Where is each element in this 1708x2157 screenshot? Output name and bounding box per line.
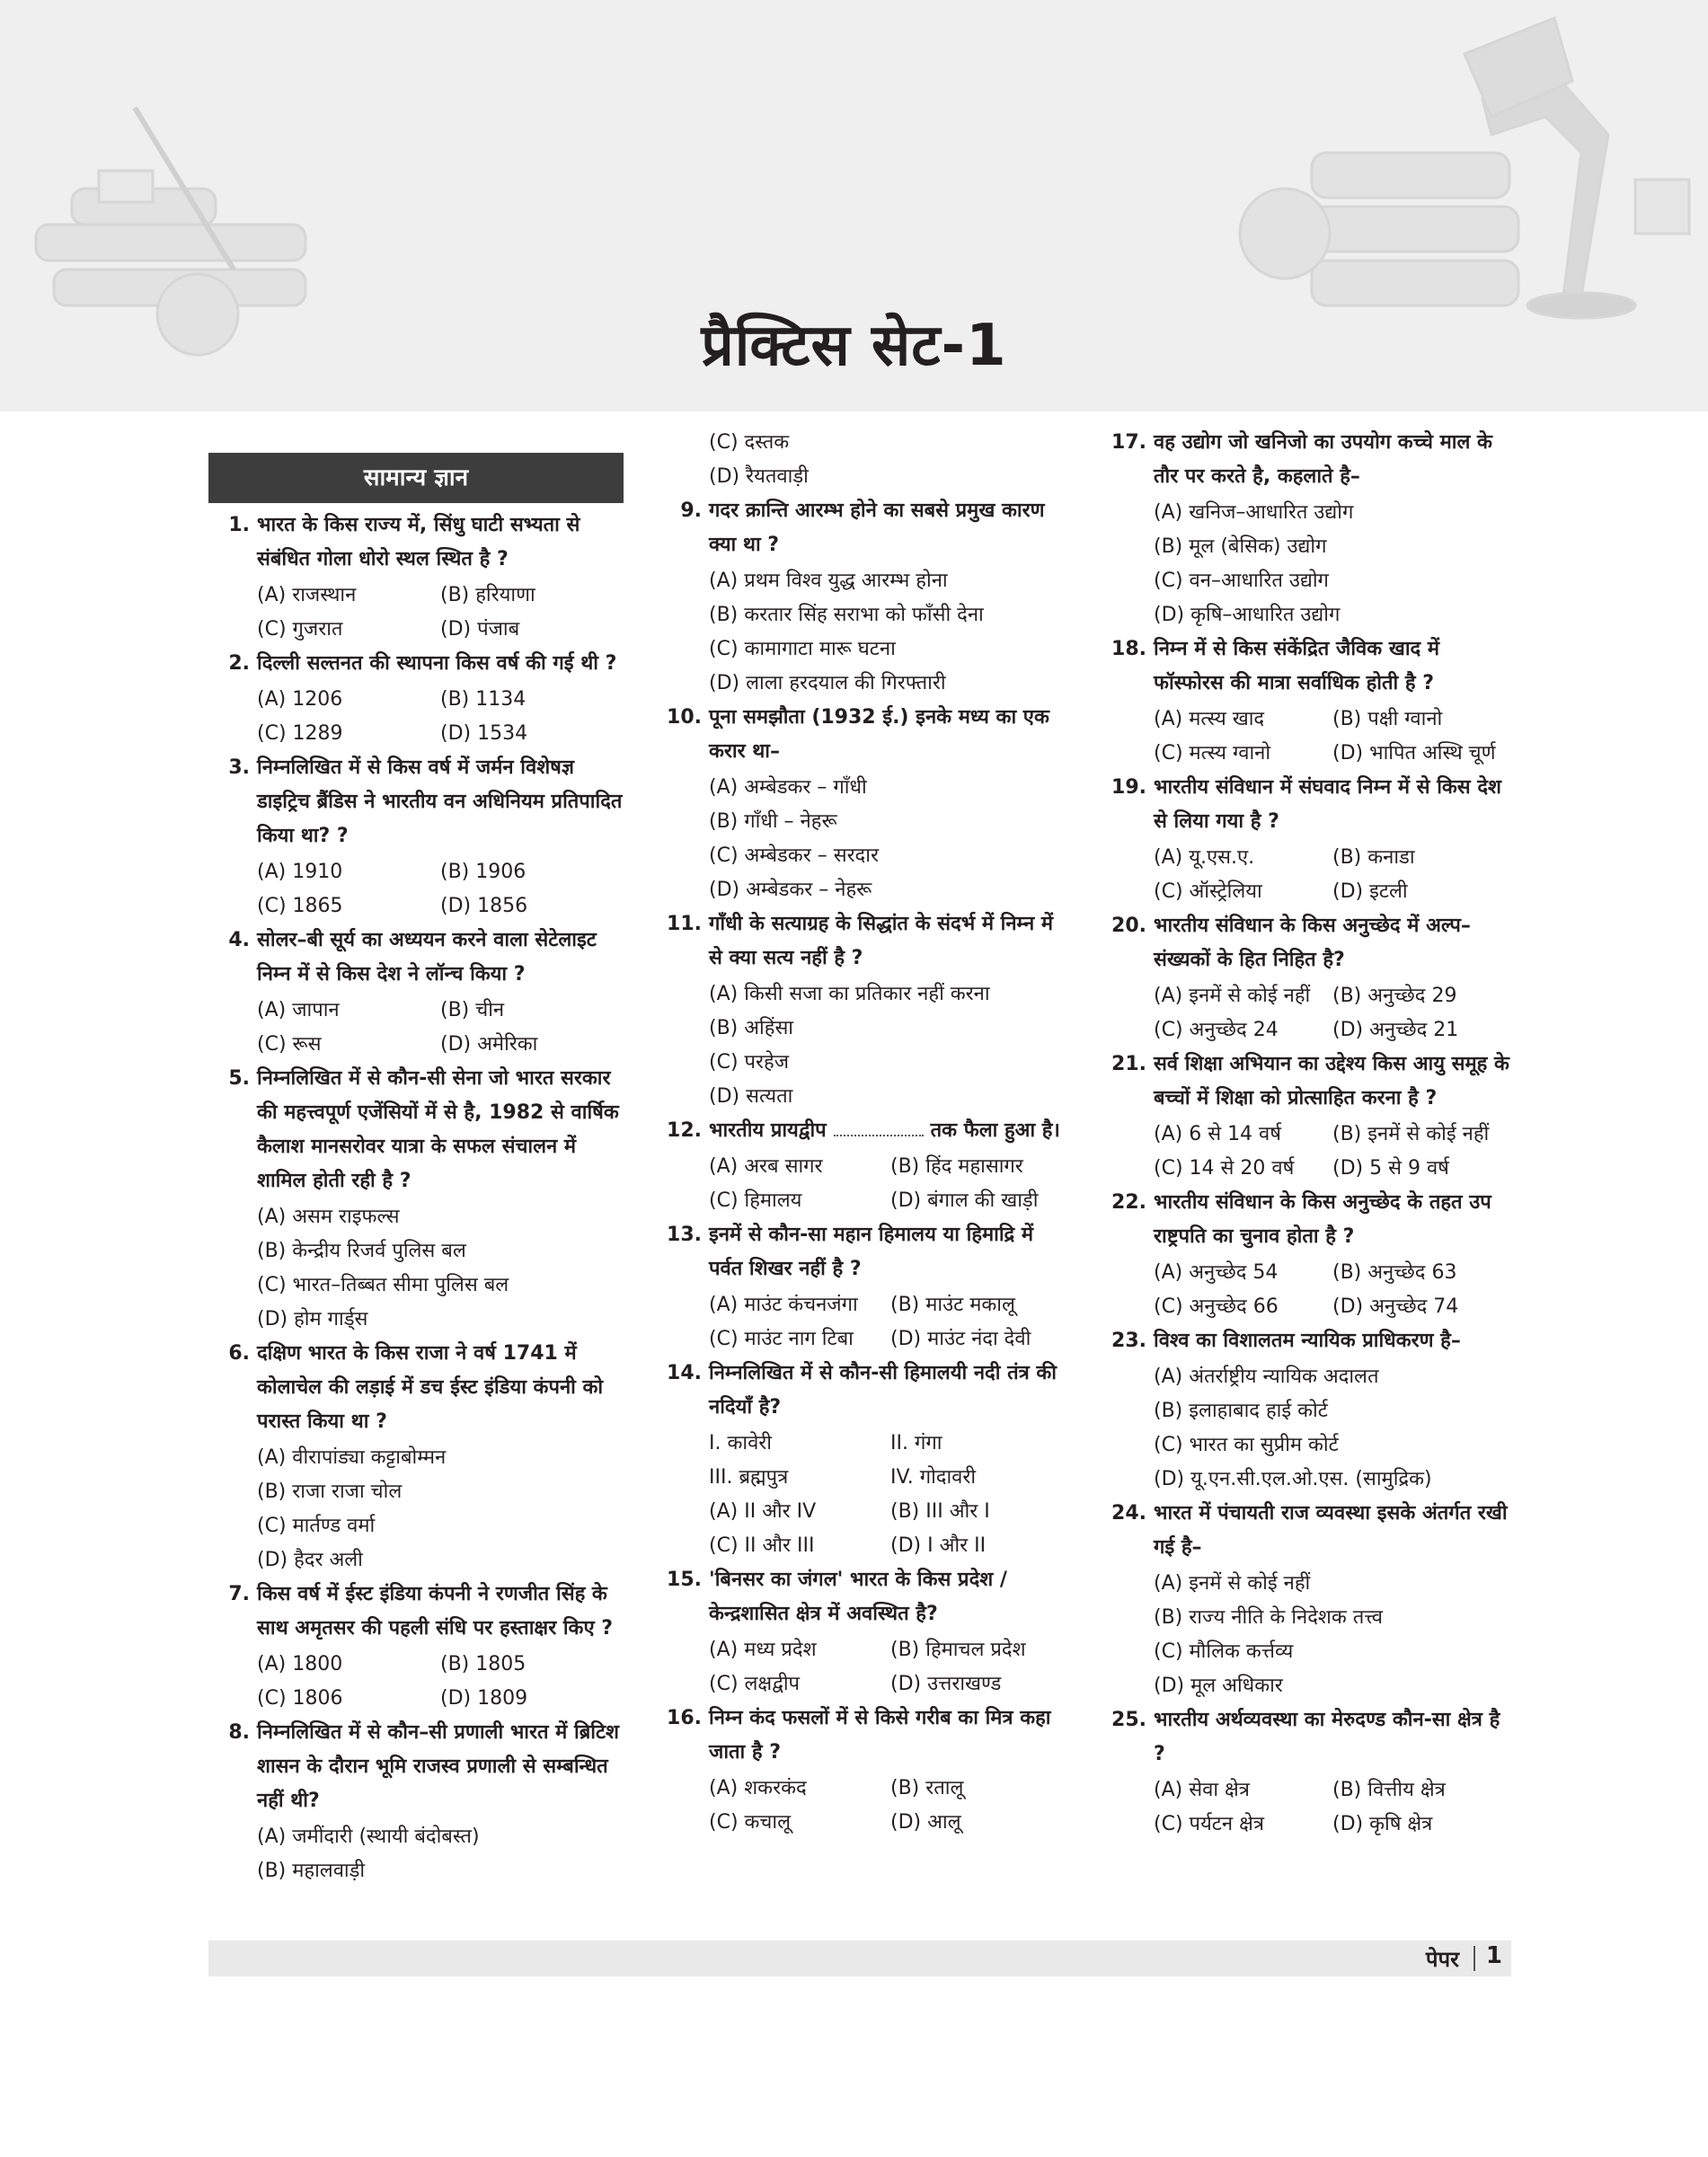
question — [1105, 1703, 1511, 1772]
question-block — [208, 1337, 624, 1578]
option: (A) इनमें से कोई नहीं — [1154, 985, 1311, 1007]
footer-separator — [1473, 1946, 1475, 1971]
option: (B) अनुच्छेद 63 — [1332, 1261, 1457, 1284]
option: (A) जमींदारी (स्थायी बंदोबस्त) — [257, 1825, 480, 1848]
option: (D) सत्यता — [709, 1085, 793, 1108]
question-text: निम्न कंद फसलों में से किसे गरीब का मित्र कहा जाता है ? — [709, 1707, 1051, 1764]
question-text: सर्व शिक्षा अभियान का उद्देश्य किस आयु समूह के बच्चों में शिक्षा को प्रोत्साहित करना है ? — [1154, 1053, 1509, 1109]
question-number: 12. — [667, 1119, 702, 1142]
question-block — [660, 907, 1072, 1114]
option-grid — [1105, 703, 1511, 771]
option: (C) रूस — [257, 1033, 322, 1056]
question-block — [660, 494, 1072, 701]
option: (B) हरियाणा — [440, 584, 535, 606]
question-list — [660, 494, 1072, 1840]
question-number: 11. — [667, 913, 702, 935]
option: (B) अहिंसा — [709, 1017, 794, 1039]
option: (A) इनमें से कोई नहीं — [1154, 1572, 1311, 1595]
option-grid — [1105, 1256, 1511, 1324]
question-text — [709, 1119, 1060, 1142]
page-title: प्रैक्टिस सेट-1 — [701, 313, 1007, 379]
option: (C) दस्तक — [709, 431, 790, 454]
option: (B) III और I — [890, 1500, 990, 1523]
option: (C) हिमालय — [709, 1189, 802, 1212]
question-block — [208, 924, 624, 1062]
option: (A) 1800 — [257, 1653, 343, 1675]
question-number: 25. — [1111, 1709, 1146, 1731]
page-number: 1 — [1485, 1942, 1502, 1969]
option: (B) चीन — [440, 999, 505, 1021]
option: (C) गुजरात — [257, 618, 343, 641]
question-number: 1. — [228, 514, 250, 536]
option: (A) मध्य प्रदेश — [709, 1639, 817, 1661]
option: (D) हैदर अली — [257, 1549, 363, 1571]
question — [208, 647, 624, 681]
option-grid — [1105, 841, 1511, 909]
question — [1105, 1324, 1511, 1358]
question-text: विश्व का विशालतम न्यायिक प्राधिकरण है– — [1154, 1330, 1461, 1352]
question-text: निम्नलिखित में से कौन-सी सेना जो भारत सरकार की महत्त्वपूर्ण एजेंसियों में से है, 1982 से वार्षिक कैलाश मानसरोवर यात्रा के सफल संचालन में शामिल होती रही है ? — [257, 1067, 619, 1192]
question-block — [1105, 632, 1511, 771]
option-grid — [208, 1648, 624, 1716]
option: (C) मार्तण्ड वर्मा — [257, 1515, 376, 1537]
option: (D) इटली — [1332, 880, 1408, 903]
question-block — [208, 1578, 624, 1716]
question-text: गाँधी के सत्याग्रह के सिद्धांत के संदर्भ में निम्न में से क्या सत्य नहीं है ? — [709, 913, 1053, 969]
question — [660, 701, 1072, 769]
question — [660, 1702, 1072, 1770]
option-grid — [660, 1772, 1072, 1840]
option: (D) रैयतवाड़ी — [709, 465, 809, 488]
page-footer — [208, 1940, 1511, 1976]
option: (C) अम्बेडकर – सरदार — [709, 844, 879, 867]
question — [1105, 632, 1511, 701]
question-text: पूना समझौता (1932 ई.) इनके मध्य का एक करार था– — [709, 706, 1049, 763]
question-number: 13. — [667, 1224, 702, 1246]
question-text: वह उद्योग जो खनिजो का उपयोग कच्चे माल के तौर पर करते है, कहलाते है– — [1154, 431, 1492, 488]
statement: I. कावेरी — [709, 1432, 772, 1454]
option-grid — [208, 994, 624, 1062]
question-block — [1105, 909, 1511, 1048]
question — [660, 1563, 1072, 1631]
question — [208, 1337, 624, 1439]
option: (B) करतार सिंह सराभा को फाँसी देना — [709, 604, 984, 626]
question-number: 6. — [228, 1342, 250, 1365]
option: (A) मत्स्य खाद — [1154, 708, 1265, 730]
question-text: निम्नलिखित में से कौन–सी प्रणाली भारत में ब्रिटिश शासन के दौरान भूमि राजस्व प्रणाली से सम्बन्धित नहीं थी? — [257, 1721, 619, 1812]
option: (D) कृषि–आधारित उद्योग — [1154, 604, 1341, 626]
option: (C) पर्यटन क्षेत्र — [1154, 1813, 1264, 1835]
question-text: 'बिनसर का जंगल' भारत के किस प्रदेश / केन्द्रशासित क्षेत्र में अवस्थित है? — [709, 1569, 1007, 1625]
question-block — [660, 1702, 1072, 1840]
question — [208, 924, 624, 992]
question-number: 17. — [1111, 431, 1146, 454]
question-text: भारतीय संविधान के किस अनुच्छेद के तहत उप राष्ट्रपति का चुनाव होता है ? — [1154, 1191, 1491, 1248]
option: (A) 1206 — [257, 688, 343, 711]
option: (B) माउंट मकालू — [890, 1294, 1015, 1316]
option: (D) पंजाब — [440, 618, 520, 641]
option: (C) अनुच्छेद 24 — [1154, 1019, 1279, 1041]
question-text: भारतीय संविधान में संघवाद निम्न में से किस देश से लिया गया है ? — [1154, 776, 1501, 833]
option: (C) लक्षद्वीप — [709, 1673, 801, 1695]
question-number: 24. — [1111, 1502, 1146, 1525]
question-number: 16. — [667, 1707, 702, 1729]
question-number: 10. — [667, 706, 702, 729]
column-1 — [208, 426, 624, 1888]
option: (C) II और III — [709, 1534, 815, 1557]
option: (D) लाला हरदयाल की गिरफ्तारी — [709, 672, 946, 694]
question-list — [1105, 426, 1511, 1842]
question-text: निम्नलिखित में से किस वर्ष में जर्मन विशेषज्ञ डाइट्रिच ब्रैंडिस ने भारतीय वन अधिनियम प्रतिपादित किया था? ? — [257, 756, 623, 847]
option: (B) मूल (बेसिक) उद्योग — [1154, 535, 1327, 558]
option: (D) I और II — [890, 1534, 987, 1557]
option: (D) बंगाल की खाड़ी — [890, 1189, 1039, 1212]
question-text: गदर क्रान्ति आरम्भ होने का सबसे प्रमुख कारण क्या था ? — [709, 499, 1045, 556]
option: (B) इलाहाबाद हाई कोर्ट — [1154, 1400, 1328, 1422]
question-block — [1105, 426, 1511, 632]
question-number: 22. — [1111, 1191, 1146, 1214]
option: (A) अंतर्राष्ट्रीय न्यायिक अदालत — [1154, 1366, 1379, 1388]
question — [660, 1114, 1072, 1148]
option: (D) माउंट नंदा देवी — [890, 1328, 1031, 1350]
header-banner — [0, 0, 1708, 411]
option: (B) 1134 — [440, 688, 527, 711]
question-text-part: भारतीय प्रायद्वीप — [709, 1119, 827, 1142]
question-text: भारत के किस राज्य में, सिंधु घाटी सभ्यता से संबंधित गोला धोरो स्थल स्थित है ? — [257, 514, 580, 570]
question — [1105, 1497, 1511, 1565]
option: (C) मत्स्य ग्वानो — [1154, 742, 1271, 765]
question — [1105, 909, 1511, 977]
option: (D) अमेरिका — [440, 1033, 538, 1056]
question-block — [660, 1218, 1072, 1357]
question-block — [208, 751, 624, 924]
option-grid — [660, 1150, 1072, 1218]
option: (D) मूल अधिकार — [1154, 1675, 1283, 1697]
question-number: 9. — [680, 499, 702, 522]
option: (C) माउंट नाग टिबा — [709, 1328, 854, 1350]
option: (B) 1906 — [440, 861, 527, 883]
option: (C) अनुच्छेद 66 — [1154, 1295, 1279, 1318]
question-number: 14. — [667, 1362, 702, 1384]
option: (C) वन–आधारित उद्योग — [1154, 570, 1329, 592]
statement: IV. गोदावरी — [890, 1466, 977, 1489]
option: (A) 6 से 14 वर्ष — [1154, 1123, 1281, 1145]
option: (D) अम्बेडकर – नेहरू — [709, 879, 872, 901]
question-text: निम्नलिखित में से कौन-सी हिमालयी नदी तंत्र की नदियाँ है? — [709, 1362, 1058, 1419]
question-list — [208, 508, 624, 1888]
option-grid — [1105, 1773, 1511, 1842]
question-block — [208, 1716, 624, 1888]
option: (D) होम गार्ड्स — [257, 1308, 368, 1330]
question — [208, 1716, 624, 1818]
question-text: दक्षिण भारत के किस राजा ने वर्ष 1741 में कोलाचेल की लड़ाई में डच ईस्ट इंडिया कंपनी को परास्त किया था ? — [257, 1342, 604, 1433]
option-grid — [660, 1288, 1072, 1357]
option: (B) हिमाचल प्रदेश — [890, 1639, 1026, 1661]
option-grid — [208, 855, 624, 924]
option: (A) अम्बेडकर – गाँधी — [709, 776, 867, 799]
section-heading: सामान्य ज्ञान — [208, 453, 624, 503]
option: (B) वित्तीय क्षेत्र — [1332, 1779, 1446, 1801]
option: (C) कचालू — [709, 1811, 792, 1834]
question — [660, 1218, 1072, 1286]
question-text: दिल्ली सल्तनत की स्थापना किस वर्ष की गई थी ? — [257, 652, 617, 675]
question-block — [1105, 1186, 1511, 1324]
question — [208, 508, 624, 577]
question-text-part: तक फैला हुआ है। — [930, 1119, 1060, 1142]
option: (A) राजस्थान — [257, 584, 357, 606]
option-grid — [1105, 1118, 1511, 1186]
option: (A) जापान — [257, 999, 340, 1021]
option: (A) II और IV — [709, 1500, 817, 1523]
question-text: भारतीय अर्थव्यवस्था का मेरुदण्ड कौन-सा क्षेत्र है ? — [1154, 1709, 1500, 1765]
question-block — [1105, 771, 1511, 909]
option: (C) भारत–तिब्बत सीमा पुलिस बल — [257, 1274, 509, 1296]
question-block — [1105, 1497, 1511, 1703]
option: (A) यू.एस.ए. — [1154, 846, 1255, 869]
question-number: 21. — [1111, 1053, 1146, 1075]
option: (C) कामागाटा मारू घटना — [709, 638, 896, 660]
option: (C) भारत का सुप्रीम कोर्ट — [1154, 1434, 1339, 1456]
option: (B) महालवाड़ी — [257, 1860, 366, 1882]
question — [208, 751, 624, 853]
question-block — [660, 1563, 1072, 1702]
question-number: 15. — [667, 1569, 702, 1591]
option-grid — [1105, 979, 1511, 1048]
option: (D) 1809 — [440, 1687, 528, 1710]
option: (D) अनुच्छेद 21 — [1332, 1019, 1459, 1041]
option: (D) 5 से 9 वर्ष — [1332, 1157, 1449, 1180]
question-number: 8. — [228, 1721, 250, 1744]
question-block — [660, 701, 1072, 907]
question-block — [208, 1062, 624, 1337]
option: (A) शकरकंद — [709, 1777, 807, 1799]
option: (D) भापित अस्थि चूर्ण — [1332, 742, 1496, 765]
question-number: 19. — [1111, 776, 1146, 799]
option: (A) असम राइफल्स — [257, 1206, 400, 1228]
option: (B) कनाडा — [1332, 846, 1415, 869]
option: (B) राजा राजा चोल — [257, 1481, 403, 1503]
question-block — [1105, 1703, 1511, 1842]
option: (B) रतालू — [890, 1777, 964, 1799]
option: (A) 1910 — [257, 861, 343, 883]
option: (B) इनमें से कोई नहीं — [1332, 1123, 1490, 1145]
question-text: निम्न में से किस संकेंद्रित जैविक खाद में फॉस्फोरस की मात्रा सर्वाधिक होती है ? — [1154, 638, 1440, 694]
question — [660, 494, 1072, 562]
statement: III. ब्रह्मपुत्र — [709, 1466, 789, 1489]
option: (C) 1806 — [257, 1687, 343, 1710]
question-text: भारत में पंचायती राज व्यवस्था इसके अंतर्गत रखी गई है– — [1154, 1502, 1508, 1559]
option: (A) माउंट कंचनजंगा — [709, 1294, 858, 1316]
footer-label: पेपर — [1425, 1947, 1459, 1972]
option: (D) 1534 — [440, 722, 528, 745]
option: (D) 1856 — [440, 895, 528, 917]
question-text: भारतीय संविधान के किस अनुच्छेद में अल्प–संख्यकों के हित निहित है? — [1154, 915, 1471, 971]
option-grid — [208, 683, 624, 751]
option: (D) उत्तराखण्ड — [890, 1673, 1002, 1695]
question-number: 2. — [228, 652, 250, 675]
option-grid — [208, 579, 624, 647]
question-block — [208, 508, 624, 647]
question — [1105, 1186, 1511, 1254]
question-block — [660, 1357, 1072, 1563]
option: (D) यू.एन.सी.एल.ओ.एस. (सामुद्रिक) — [1154, 1468, 1432, 1490]
question-number: 20. — [1111, 915, 1146, 937]
option: (C) मौलिक कर्त्तव्य — [1154, 1640, 1294, 1663]
option: (A) अनुच्छेद 54 — [1154, 1261, 1279, 1284]
question-number: 5. — [228, 1067, 250, 1090]
question-number: 23. — [1111, 1330, 1146, 1352]
statement-list — [660, 1427, 1072, 1495]
option: (C) परहेज — [709, 1051, 790, 1074]
question-block — [1105, 1324, 1511, 1497]
option: (B) 1805 — [440, 1653, 527, 1675]
option: (D) कृषि क्षेत्र — [1332, 1813, 1433, 1835]
statement: II. गंगा — [890, 1432, 942, 1454]
option: (B) केन्द्रीय रिजर्व पुलिस बल — [257, 1240, 466, 1262]
option: (A) सेवा क्षेत्र — [1154, 1779, 1250, 1801]
option: (C) ऑस्ट्रेलिया — [1154, 880, 1262, 903]
question-block — [660, 1114, 1072, 1218]
option: (A) किसी सजा का प्रतिकार नहीं करना — [709, 983, 990, 1005]
question-text: इनमें से कौन-सा महान हिमालय या हिमाद्रि में पर्वत शिखर नहीं है ? — [709, 1224, 1034, 1280]
question-number: 18. — [1111, 638, 1146, 660]
option: (B) पक्षी ग्वानो — [1332, 708, 1443, 730]
option: (C) 1289 — [257, 722, 343, 745]
question-number: 4. — [228, 929, 250, 951]
question-number: 3. — [228, 756, 250, 779]
question — [1105, 771, 1511, 839]
question-block — [1105, 1048, 1511, 1186]
option: (C) 1865 — [257, 895, 343, 917]
question — [1105, 426, 1511, 494]
option: (A) खनिज–आधारित उद्योग — [1154, 501, 1354, 524]
column-2 — [660, 426, 1072, 1840]
option: (A) प्रथम विश्व युद्ध आरम्भ होना — [709, 570, 948, 592]
question-number: 7. — [228, 1583, 250, 1605]
question-block — [208, 647, 624, 751]
option: (B) अनुच्छेद 29 — [1332, 985, 1457, 1007]
blank-line — [834, 1122, 924, 1136]
question — [1105, 1048, 1511, 1116]
option: (A) वीरापांड्या कट्टाबोम्मन — [257, 1446, 447, 1469]
column-3 — [1105, 426, 1511, 1842]
question — [208, 1062, 624, 1198]
question — [660, 1357, 1072, 1425]
continued-options — [660, 426, 1072, 494]
option-grid — [660, 1495, 1072, 1563]
option: (A) अरब सागर — [709, 1155, 823, 1178]
question-text: किस वर्ष में ईस्ट इंडिया कंपनी ने रणजीत सिंह के साथ अमृतसर की पहली संधि पर हस्ताक्षर किए ? — [257, 1583, 614, 1640]
option: (D) आलू — [890, 1811, 961, 1834]
option: (B) हिंद महासागर — [890, 1155, 1023, 1178]
option-grid — [660, 1633, 1072, 1702]
question — [660, 907, 1072, 976]
option: (B) गाँधी – नेहरू — [709, 810, 837, 833]
option: (D) अनुच्छेद 74 — [1332, 1295, 1459, 1318]
option: (C) 14 से 20 वर्ष — [1154, 1157, 1295, 1180]
option: (B) राज्य नीति के निदेशक तत्त्व — [1154, 1606, 1384, 1629]
question-text: सोलर–बी सूर्य का अध्ययन करने वाला सेटेलाइट निम्न में से किस देश ने लॉन्च किया ? — [257, 929, 597, 986]
question — [208, 1578, 624, 1646]
